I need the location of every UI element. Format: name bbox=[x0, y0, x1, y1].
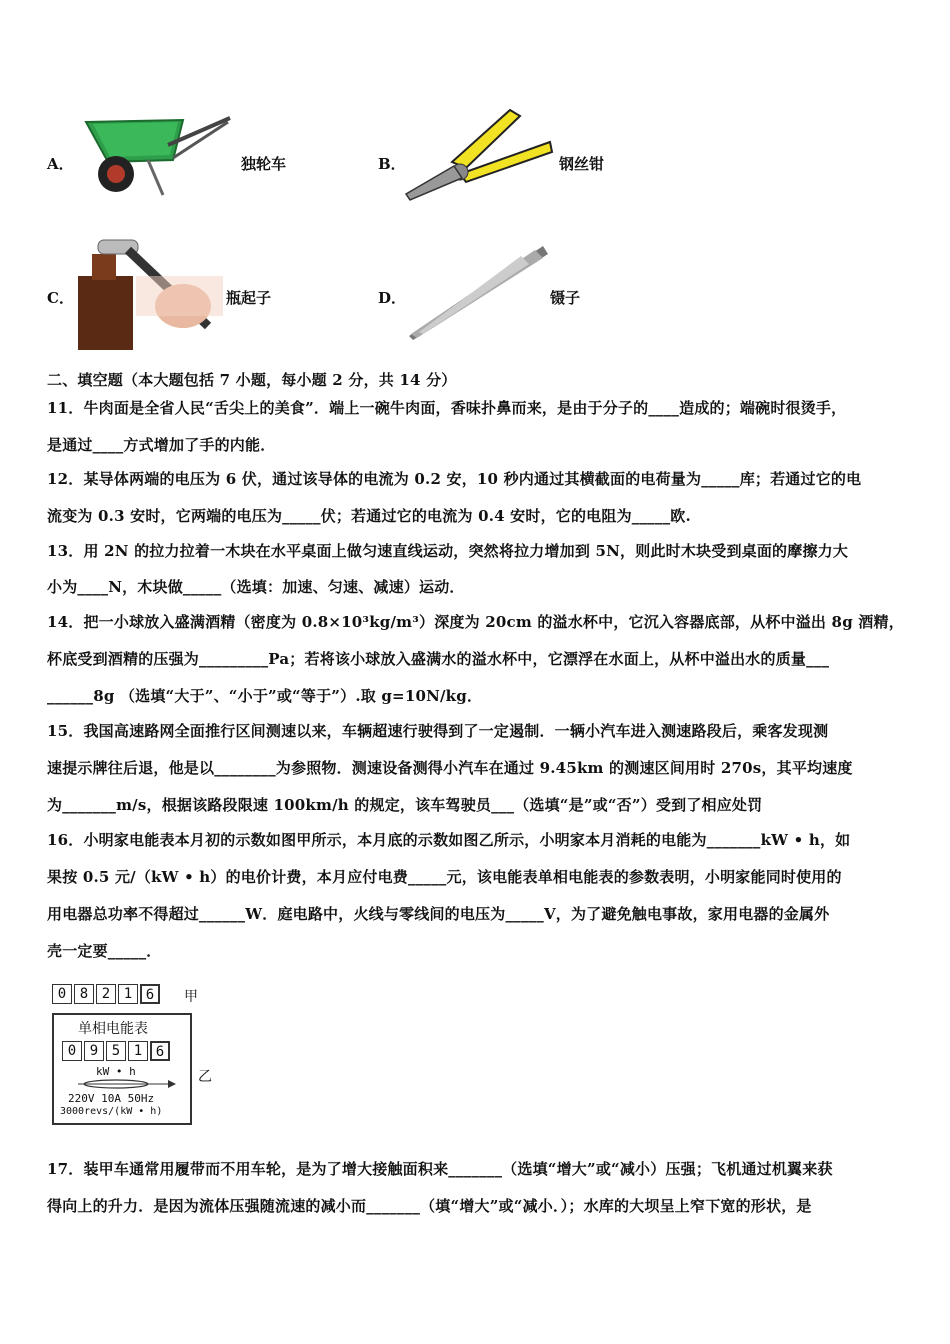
q15-line3: 为_______m/s，根据该路段限速 100km/h 的规定，该车驾驶员___（选填“是”或“否”）受到了相应处罚 bbox=[47, 796, 763, 814]
wheelbarrow-image bbox=[78, 100, 233, 200]
q15-line2: 速提示牌往后退，他是以________为参照物．测速设备测得小汽车在通过 9.45km 的测速区间用时 270s，其平均速度 bbox=[47, 759, 853, 777]
tweezers-image bbox=[403, 244, 548, 344]
option-c-name: 瓶起子 bbox=[226, 289, 272, 307]
meter-yi-digit: 1 bbox=[128, 1041, 148, 1061]
meter-yi-label: 乙 bbox=[198, 1069, 212, 1085]
meter-jia-digit: 6 bbox=[140, 984, 160, 1004]
q16-line1: 16．小明家电能表本月初的示数如图甲所示，本月底的示数如图乙所示，小明家本月消耗的电能为_______kW • h，如 bbox=[47, 831, 851, 849]
option-d-label: D． bbox=[378, 289, 407, 307]
meter-jia-label: 甲 bbox=[184, 989, 198, 1005]
meter-jia-digit: 1 bbox=[118, 984, 138, 1004]
meter-jia-reading bbox=[52, 984, 162, 1004]
q14-line3: ______8g （选填“大于”、“小于”或“等于”）.取 g=10N/kg． bbox=[47, 687, 483, 705]
meter-title: 单相电能表 bbox=[78, 1021, 148, 1037]
meter-jia-digit: 8 bbox=[74, 984, 94, 1004]
q11-line1: 11．牛肉面是全省人民“舌尖上的美食”．端上一碗牛肉面，香味扑鼻而来，是由于分子的____造成的；端碗时很烫手， bbox=[47, 399, 847, 417]
q12-line2: 流变为 0.3 安时，它两端的电压为_____伏；若通过它的电流为 0.4 安时，它的电阻为_____欧. bbox=[47, 507, 691, 525]
q16-line3: 用电器总功率不得超过______W．庭电路中，火线与零线间的电压为_____V，为了避免触电事故，家用电器的金属外 bbox=[47, 905, 830, 923]
q13-line2: 小为____N，木块做_____（选填：加速、匀速、减速）运动． bbox=[47, 578, 465, 596]
q14-line1: 14．把一小球放入盛满酒精（密度为 0.8×10³kg/m³）深度为 20cm 的溢水杯中，它沉入容器底部，从杯中溢出 8g 酒精， bbox=[47, 613, 904, 631]
q17-line2: 得向上的升力．是因为流体压强随流速的减小而_______（填“增大”或“减小．）；水库的大坝呈上窄下宽的形状，是 bbox=[47, 1197, 812, 1215]
meter-yi-digit: 6 bbox=[150, 1041, 170, 1061]
q17-line1: 17．装甲车通常用履带而不用车轮，是为了增大接触面积来_______（选填“增大”或“减小）压强；飞机通过机翼来获 bbox=[47, 1160, 833, 1178]
bottle-opener-image bbox=[78, 236, 223, 350]
meter-yi-digit: 0 bbox=[62, 1041, 82, 1061]
meter-spec-2: 3000revs/(kW • h) bbox=[60, 1106, 163, 1117]
q12-line1: 12．某导体两端的电压为 6 伏，通过该导体的电流为 0.2 安，10 秒内通过其横截面的电荷量为_____库；若通过它的电 bbox=[47, 470, 862, 488]
option-d-name: 镊子 bbox=[550, 289, 581, 307]
option-a-label: A． bbox=[47, 155, 74, 173]
meter-yi-panel bbox=[52, 1013, 192, 1125]
meter-spec-1: 220V 10A 50Hz bbox=[68, 1092, 155, 1105]
meter-unit: kW • h bbox=[96, 1065, 136, 1078]
meter-yi-reading bbox=[62, 1041, 172, 1061]
meter-yi-digit: 9 bbox=[84, 1041, 104, 1061]
q16-line2: 果按 0.5 元/（kW • h）的电价计费，本月应付电费_____元，该电能表单相电能表的参数表明，小明家能同时使用的 bbox=[47, 868, 842, 886]
option-a-name: 独轮车 bbox=[241, 155, 287, 173]
q14-line2: 杯底受到酒精的压强为_________Pa；若将该小球放入盛满水的溢水杯中，它漂浮在水面上，从杯中溢出水的质量___ bbox=[47, 650, 830, 668]
q15-line1: 15．我国高速路网全面推行区间测速以来，车辆超速行驶得到了一定遏制．一辆小汽车进入测速路段后，乘客发现测 bbox=[47, 722, 829, 740]
q13-line1: 13．用 2N 的拉力拉着一木块在水平桌面上做匀速直线运动，突然将拉力增加到 5N，则此时木块受到桌面的摩擦力大 bbox=[47, 542, 849, 560]
meter-disc-icon bbox=[68, 1077, 178, 1091]
option-b-name: 钢丝钳 bbox=[559, 155, 605, 173]
pliers-image bbox=[402, 102, 554, 206]
q11-line2: 是通过____方式增加了手的内能． bbox=[47, 436, 276, 454]
section-title: 二、填空题（本大题包括 7 小题，每小题 2 分，共 14 分） bbox=[47, 371, 457, 389]
meter-jia-digit: 2 bbox=[96, 984, 116, 1004]
option-c-label: C． bbox=[47, 289, 74, 307]
option-b-label: B． bbox=[378, 155, 406, 173]
q16-line4: 壳一定要_____． bbox=[47, 942, 162, 960]
meter-jia-digit: 0 bbox=[52, 984, 72, 1004]
meter-yi-digit: 5 bbox=[106, 1041, 126, 1061]
